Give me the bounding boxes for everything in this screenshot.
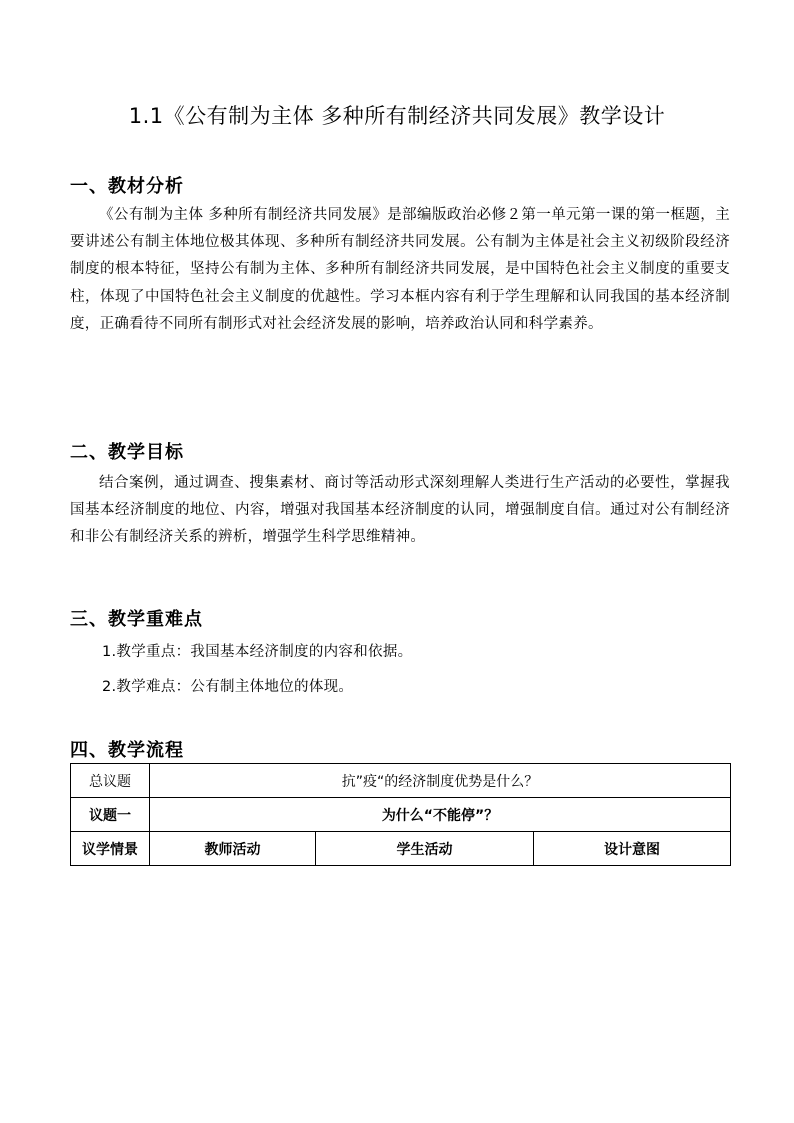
table-header-design-intent: 设计意图 (534, 832, 731, 866)
table-cell-overall-topic-value: 抗”疫“的经济制度优势是什么？ (150, 764, 731, 798)
section-paragraph-analysis: 《公有制为主体 多种所有制经济共同发展》是部编版政治必修２第一单元第一课的第一框题，主要讲述公有制主体地位极其体现、多种所有制经济共同发展。公有制为主体是社会主义初级阶段经济制度的根本特征，坚持公有制为主体、多种所有制经济共同发展，是中国特色社会主义制度的重要支柱，体现了中国特色社会主义制度的优越性。学习本框内容有利于学生理解和认同我国的基本经济制度，正确看待不同所有制形式对社会经济发展的影响，培养政治认同和科学素养。 (70, 207, 730, 332)
teaching-process-table (70, 763, 731, 866)
key-point-item: 1.教学重点：我国基本经济制度的内容和依据。 (102, 644, 413, 660)
difficult-point-item: 2.教学难点：公有制主体地位的体现。 (102, 679, 354, 695)
section-paragraph-goals: 结合案例，通过调查、搜集素材、商讨等活动形式深刻理解人类进行生产活动的必要性，掌握我国基本经济制度的地位、内容，增强对我国基本经济制度的认同，增强制度自信。通过对公有制经济和非公有制经济关系的辨析，增强学生科学思维精神。 (70, 475, 730, 546)
table-row (71, 764, 731, 798)
table-header-student-activity: 学生活动 (316, 832, 534, 866)
table-cell-scenario-label: 议学情景 (71, 832, 150, 866)
section-heading-key-points: 三、教学重难点 (70, 609, 203, 630)
document-title: 1.1《公有制为主体 多种所有制经济共同发展》教学设计 (128, 104, 666, 128)
table-cell-overall-topic-label: 总议题 (71, 764, 150, 798)
table-cell-topic-one-value: 为什么“不能停”？ (150, 798, 731, 832)
section-heading-process: 四、教学流程 (70, 740, 184, 761)
table-row (71, 798, 731, 832)
section-heading-goals: 二、教学目标 (70, 442, 184, 463)
section-heading-analysis: 一、教材分析 (70, 176, 184, 197)
table-cell-topic-one-label: 议题一 (71, 798, 150, 832)
table-row (71, 832, 731, 866)
table-header-teacher-activity: 教师活动 (150, 832, 316, 866)
